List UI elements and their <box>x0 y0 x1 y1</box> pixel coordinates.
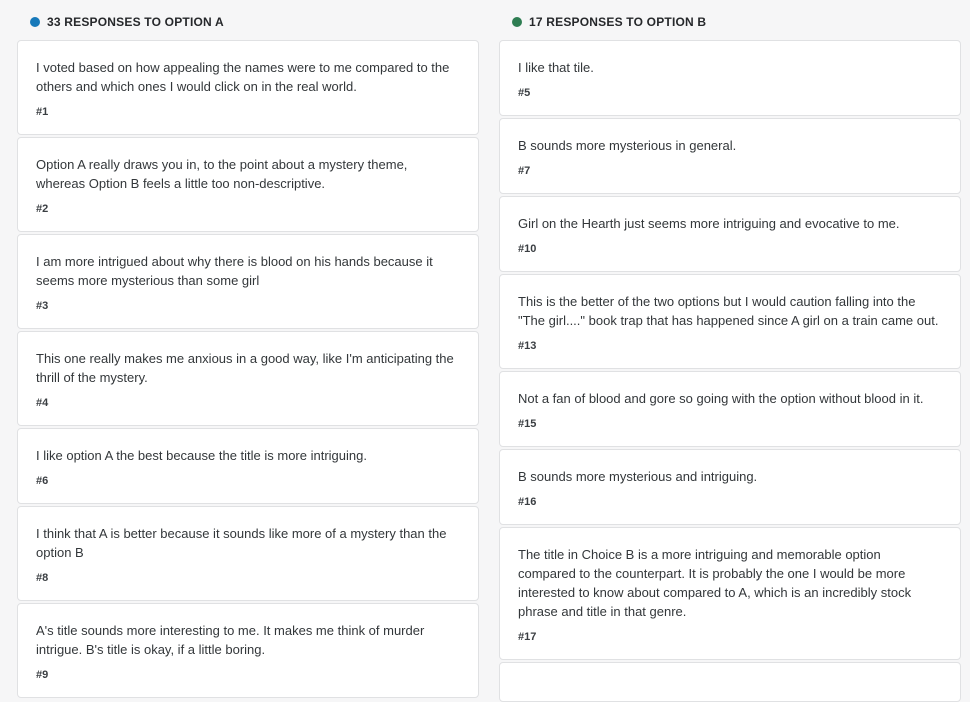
response-card <box>17 234 479 329</box>
response-card <box>17 40 479 135</box>
response-card <box>499 274 961 369</box>
response-number: #15 <box>518 418 537 430</box>
response-card <box>17 428 479 504</box>
response-number: #3 <box>36 300 49 312</box>
response-card <box>499 40 961 116</box>
response-text: This is the better of the two options but I would caution falling into the "The girl...." book trap that has happened since A girl on a train came out. <box>518 294 939 328</box>
response-text: B sounds more mysterious and intriguing. <box>518 469 758 484</box>
response-text: I voted based on how appealing the names were to me compared to the others and which ones I would click on in the real world. <box>36 60 450 94</box>
response-number: #7 <box>518 165 531 177</box>
responses-column-option-b <box>499 13 961 666</box>
response-text: A's title sounds more interesting to me. It makes me think of murder intrigue. B's title is okay, if a little boring. <box>36 623 425 657</box>
response-text: Option A really draws you in, to the point about a mystery theme, whereas Option B feels a little too non-descriptive. <box>36 157 408 191</box>
response-number: #10 <box>518 243 537 255</box>
response-card-list-option-a <box>17 40 479 698</box>
response-text: I like that tile. <box>518 60 594 75</box>
response-text: This one really makes me anxious in a good way, like I'm anticipating the thrill of the mystery. <box>36 351 454 385</box>
response-text: Not a fan of blood and gore so going with the option without blood in it. <box>518 391 924 406</box>
option-b-dot-icon <box>512 17 522 27</box>
response-number: #9 <box>36 669 49 681</box>
responses-column-option-a <box>17 13 479 681</box>
response-card <box>499 527 961 660</box>
response-number: #5 <box>518 87 531 99</box>
column-header-label-option-a: 33 RESPONSES TO OPTION A <box>47 15 224 29</box>
response-card-list-option-b <box>499 40 961 660</box>
response-card <box>499 118 961 194</box>
response-text: I like option A the best because the title is more intriguing. <box>36 448 367 463</box>
response-text: I am more intrigued about why there is blood on his hands because it seems more mysterious than some girl <box>36 254 433 288</box>
option-a-dot-icon <box>30 17 40 27</box>
response-number: #6 <box>36 475 49 487</box>
response-number: #13 <box>518 340 537 352</box>
response-number: #17 <box>518 631 537 643</box>
response-card <box>17 603 479 698</box>
response-number: #4 <box>36 397 49 409</box>
response-card <box>17 331 479 426</box>
response-card <box>499 371 961 447</box>
response-card <box>499 449 961 525</box>
response-text: The title in Choice B is a more intriguing and memorable option compared to the counterpart. It is probably the one I would be more interested to know about compared to A, which is an incredibly stock phrase and title in that genre. <box>518 547 912 619</box>
response-card <box>17 137 479 232</box>
column-header-option-b <box>499 13 961 31</box>
column-header-label-option-b: 17 RESPONSES TO OPTION B <box>529 15 707 29</box>
response-number: #2 <box>36 203 49 215</box>
response-card-partial <box>499 662 961 702</box>
column-header-option-a <box>17 13 479 31</box>
response-text: I think that A is better because it sounds like more of a mystery than the option B <box>36 526 447 560</box>
response-number: #16 <box>518 496 537 508</box>
response-text: B sounds more mysterious in general. <box>518 138 737 153</box>
response-text: Girl on the Hearth just seems more intriguing and evocative to me. <box>518 216 900 231</box>
response-card <box>17 506 479 601</box>
response-card <box>499 196 961 272</box>
response-number: #8 <box>36 572 49 584</box>
response-number: #1 <box>36 106 49 118</box>
